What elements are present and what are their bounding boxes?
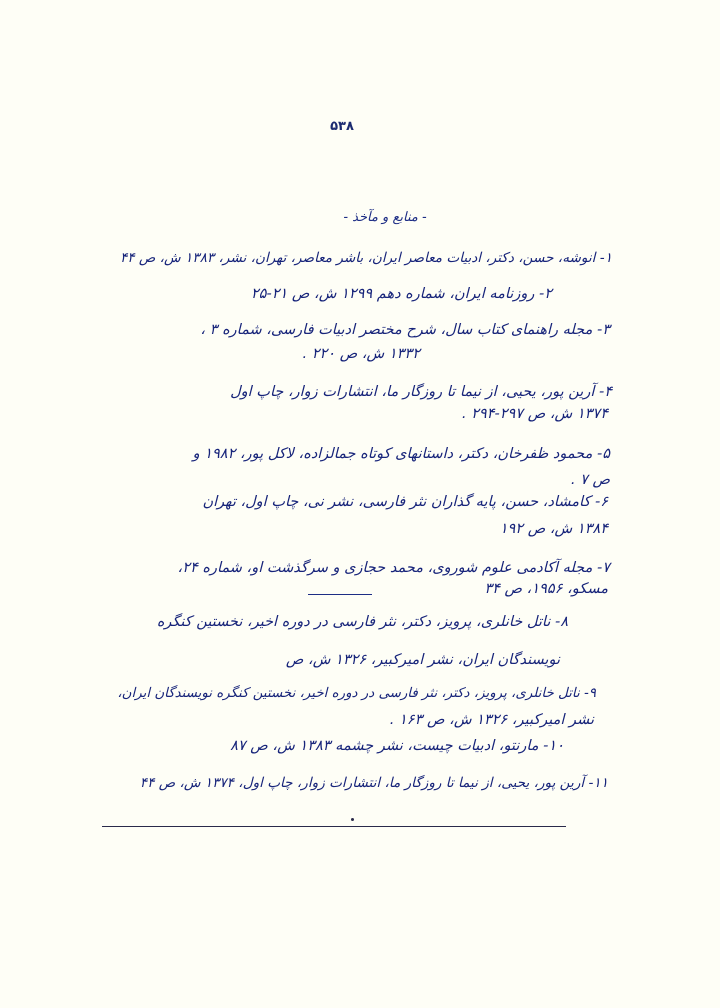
reference-line-11: ۷- مجله آکادمی علوم شوروی، محمد حجازی و سرگذشت او، شماره ۲۴، <box>177 560 610 576</box>
reference-line-8: ص ۷ . <box>570 472 610 488</box>
reference-line-6: ۱۳۷۴ ش، ص ۲۹۷-۲۹۴ . <box>461 406 608 422</box>
reference-line-16: نشر امیرکبیر، ۱۳۲۶ ش، ص ۱۶۳ . <box>389 712 594 728</box>
reference-line-10: ۱۳۸۴ ش، ص ۱۹۲ <box>499 521 608 537</box>
references-heading: - منابع و مآخذ - <box>343 210 427 225</box>
page-number: ۵۳۸ <box>330 119 354 134</box>
reference-line-9: ۶- کامشاد، حسن، پایه گذاران نثر فارسی، نشر نی، چاپ اول، تهران <box>202 494 608 510</box>
rule-dot <box>351 818 354 821</box>
reference-line-18: ۱۱- آرین پور، یحیی، از نیما تا روزگار ما، انتشارات زوار، چاپ اول، ۱۳۷۴ ش، ص ۴۴ <box>139 775 608 791</box>
reference-line-5: ۴- آرین پور، یحیی، از نیما تا روزگار ما، انتشارات زوار، چاپ اول <box>230 384 612 400</box>
reference-line-14: نویسندگان ایران، نشر امیرکبیر، ۱۳۲۶ ش، ص <box>285 652 560 668</box>
reference-line-17: ۱۰- مارنتو، ادبیات چیست، نشر چشمه ۱۳۸۳ ش، ص ۸۷ <box>230 738 564 754</box>
reference-line-12: مسکو، ۱۹۵۶، ص ۳۴ <box>484 581 608 597</box>
reference-line-15: ۹- ناتل خانلری، پرویز، دکتر، نثر فارسی در دوره اخیر، نخستین کنگره نویسندگان ایران، <box>117 686 596 701</box>
bottom-rule <box>102 826 566 827</box>
reference-line-3: ۳- مجله راهنمای کتاب سال، شرح مختصر ادبیات فارسی، شماره ۳ ، <box>200 322 610 338</box>
reference-line-4: ۱۳۳۲ ش، ص ۲۲۰ . <box>302 346 420 362</box>
reference-line-2: ۲- روزنامه ایران، شماره دهم ۱۲۹۹ ش، ص ۲۱-۲۵ <box>250 286 552 302</box>
underline-mark <box>308 594 372 595</box>
reference-line-13: ۸- ناتل خانلری، پرویز، دکتر، نثر فارسی در دوره اخیر، نخستین کنگره <box>156 614 568 630</box>
reference-line-1: ۱- انوشه، حسن، دکتر، ادبیات معاصر ایران، باشر معاصر، تهران، نشر، ۱۳۸۳ ش، ص ۴۴ <box>119 250 612 266</box>
reference-line-7: ۵- محمود ظفرخان، دکتر، داستانهای کوتاه جمالزاده، لاکل پور، ۱۹۸۲ و <box>192 446 610 462</box>
